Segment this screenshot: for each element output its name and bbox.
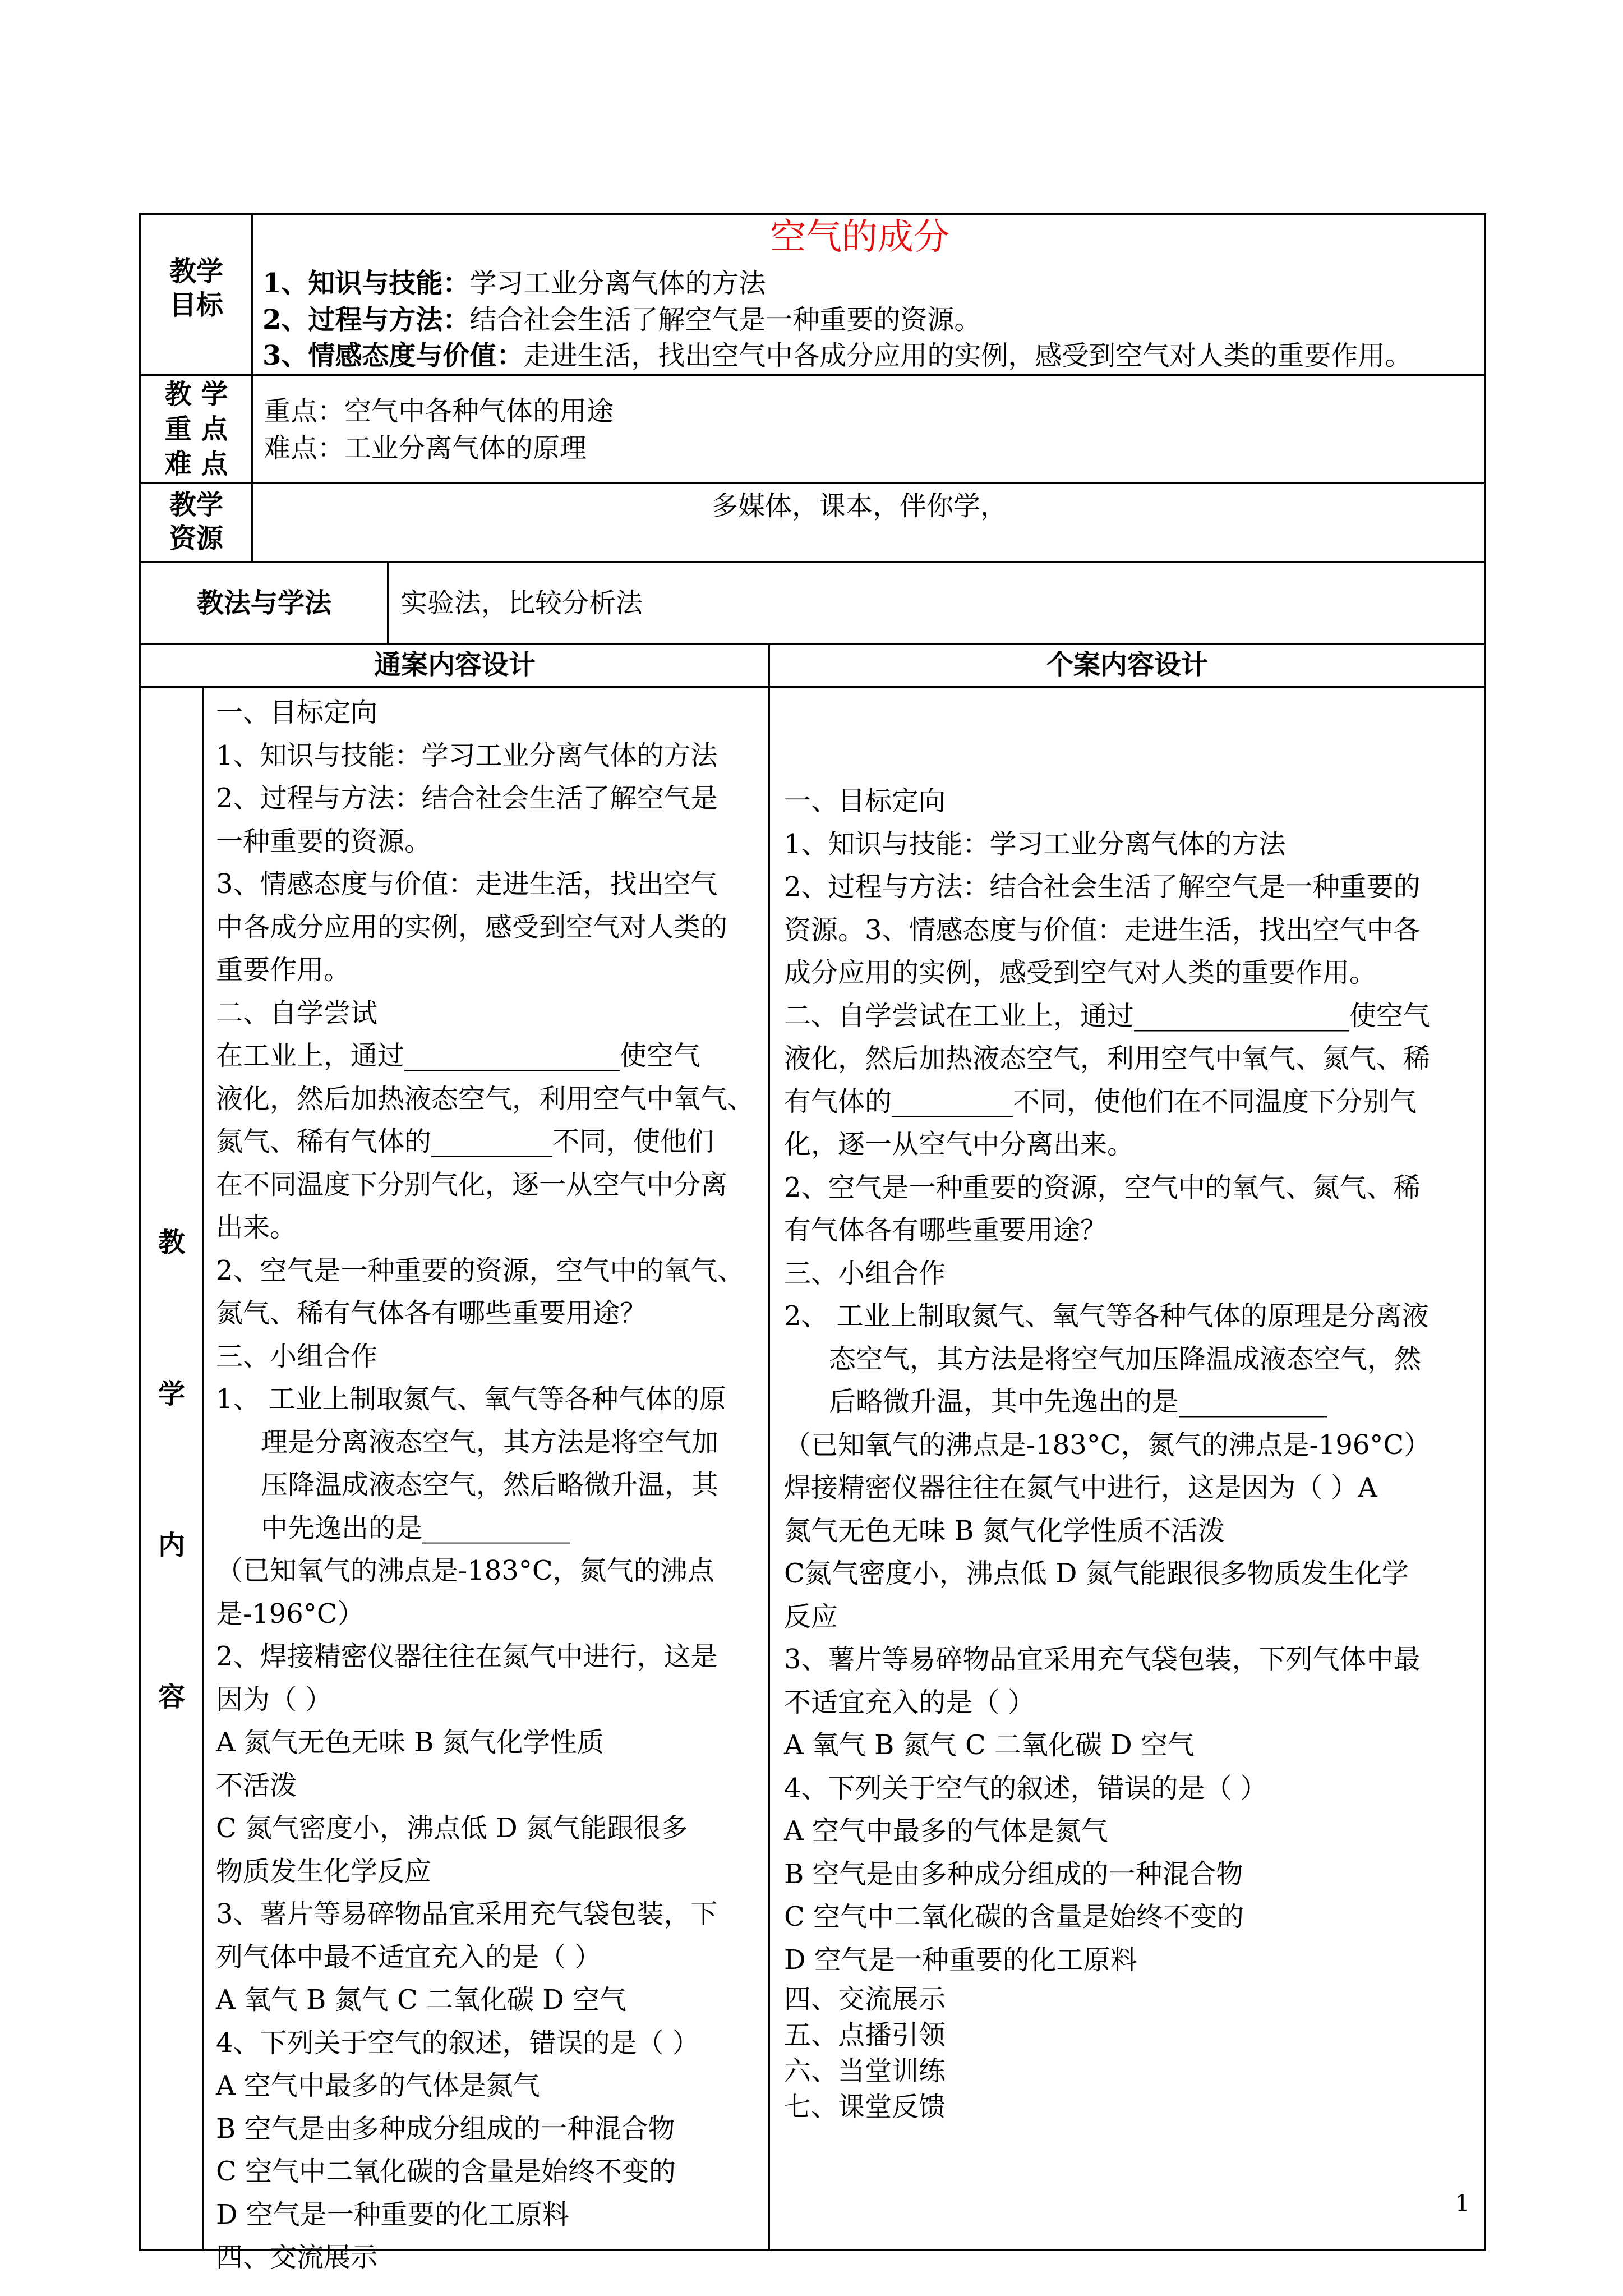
list-item: 四、交流展示 <box>784 1984 946 2015</box>
list-item: 不活泼 <box>216 1769 297 1801</box>
list-item: （已知氧气的沸点是-183°C，氮气的沸点是-196°C） <box>784 1429 1431 1461</box>
list-item: 4、下列关于空气的叙述，错误的是（ ） <box>216 2027 699 2059</box>
common-design-header: 通案内容设计 <box>374 649 536 680</box>
list-item: 二、自学尝试在工业上，通过________________使空气 <box>784 1000 1431 1032</box>
side-label-3: 内 <box>158 1530 185 1561</box>
list-item: 4、下列关于空气的叙述，错误的是（ ） <box>784 1772 1267 1804</box>
list-item: B 空气是由多种成分组成的一种混合物 <box>216 2113 675 2145</box>
list-item: A 氧气 B 氮气 C 二氧化碳 D 空气 <box>216 1984 626 2016</box>
list-item: 资源。3、情感态度与价值：走进生活，找出空气中各 <box>784 914 1421 946</box>
list-item: 成分应用的实例，感受到空气对人类的重要作用。 <box>784 957 1377 988</box>
keypoint-focus: 重点：空气中各种气体的用途 <box>264 395 614 427</box>
methods-label: 教法与学法 <box>196 587 331 619</box>
objectives-label: 教学 目标 <box>169 256 223 321</box>
page-title: 空气的成分 <box>770 217 949 258</box>
list-item: 是-196°C） <box>216 1598 365 1630</box>
list-item: A 空气中最多的气体是氮气 <box>784 1815 1108 1847</box>
list-item: 化，逐一从空气中分离出来。 <box>784 1129 1135 1160</box>
common-design-content <box>216 691 754 2279</box>
list-item: 因为（ ） <box>216 1683 333 1715</box>
list-item: 在工业上，通过________________使空气 <box>216 1040 701 1071</box>
keypoint-difficulty: 难点：工业分离气体的原理 <box>264 432 587 464</box>
list-item: 3、薯片等易碎物品宜采用充气袋包装，下列气体中最 <box>784 1644 1421 1675</box>
list-item: 2、空气是一种重要的资源，空气中的氧气、氮气、稀 <box>784 1171 1421 1203</box>
methods-divider <box>387 561 389 643</box>
individual-design-content <box>784 780 1431 2125</box>
list-item: 三、小组合作 <box>784 1257 946 1289</box>
row-divider-resources <box>139 561 1486 563</box>
list-item: 出来。 <box>216 1212 297 1243</box>
list-item: 列气体中最不适宜充入的是（ ） <box>216 1941 602 1973</box>
list-item: 1、知识与技能：学习工业分离气体的方法 <box>216 739 718 771</box>
list-item: 二、自学尝试 <box>216 997 378 1029</box>
list-item: C 空气中二氧化碳的含量是始终不变的 <box>784 1901 1244 1932</box>
list-item: 中各成分应用的实例，感受到空气对人类的 <box>216 911 728 943</box>
list-item: 一、目标定向 <box>216 697 378 728</box>
side-label-2: 学 <box>158 1378 185 1410</box>
row-divider-objectives <box>139 374 1486 376</box>
table-border-left <box>139 213 141 2251</box>
list-item: C 氮气密度小，沸点低 D 氮气能跟很多 <box>216 1812 688 1844</box>
row-divider-methods <box>139 643 1486 645</box>
list-item: A 氧气 B 氮气 C 二氧化碳 D 空气 <box>784 1729 1195 1761</box>
row-divider-keypoints <box>139 482 1486 484</box>
list-item: 理是分离液态空气，其方法是将空气加 <box>261 1426 719 1458</box>
list-item: 中先逸出的是___________ <box>261 1512 571 1544</box>
list-item: B 空气是由多种成分组成的一种混合物 <box>784 1858 1243 1890</box>
list-item: 压降温成液态空气，然后略微升温，其 <box>261 1469 719 1501</box>
page-number: 1 <box>1455 2191 1470 2216</box>
row-divider-headers <box>139 686 1486 688</box>
list-item: 1、知识与技能：学习工业分离气体的方法 <box>784 828 1286 860</box>
list-item: 有气体各有哪些重要用途？ <box>784 1214 1108 1246</box>
keypoints-label: 教 学 重 点 难 点 <box>164 379 228 480</box>
list-item: 氮气无色无味 B 氮气化学性质不活泼 <box>784 1515 1225 1547</box>
list-item: 3、薯片等易碎物品宜采用充气袋包装，下 <box>216 1898 718 1930</box>
list-item: C 空气中二氧化碳的含量是始终不变的 <box>216 2156 676 2187</box>
list-item: 2、空气是一种重要的资源，空气中的氧气、 <box>216 1254 745 1286</box>
objective-1: 1、知识与技能：学习工业分离气体的方法 <box>262 268 766 299</box>
list-item: D 空气是一种重要的化工原料 <box>216 2198 569 2230</box>
list-item: A 空气中最多的气体是氮气 <box>216 2070 540 2101</box>
resources-text: 多媒体，课本，伴你学， <box>711 490 1008 522</box>
objective-2: 2、过程与方法：结合社会生活了解空气是一种重要的资源。 <box>262 304 981 335</box>
list-item: 3、情感态度与价值：走进生活，找出空气 <box>216 868 718 900</box>
list-item: 四、交流展示 <box>216 2242 378 2273</box>
list-item: 氮气、稀有气体各有哪些重要用途？ <box>216 1297 647 1329</box>
content-columns-divider <box>768 643 770 2251</box>
label-column-divider <box>251 213 253 561</box>
list-item: 有气体的_________不同，使他们在不同温度下分别气 <box>784 1085 1417 1117</box>
list-item: 2、焊接精密仪器往往在氮气中进行，这是 <box>216 1641 718 1672</box>
side-label-1: 教 <box>158 1227 185 1258</box>
list-item: 七、课堂反馈 <box>784 2091 946 2123</box>
list-item: 在不同温度下分别气化，逐一从空气中分离 <box>216 1168 728 1200</box>
list-item: 六、当堂训练 <box>784 2055 946 2087</box>
side-label-4: 容 <box>158 1681 185 1713</box>
table-border-top <box>139 213 1486 215</box>
list-item: （已知氧气的沸点是-183°C，氮气的沸点 <box>216 1555 714 1586</box>
list-item: 液化，然后加热液态空气，利用空气中氧气、氮气、稀 <box>784 1043 1431 1074</box>
list-item: 态空气，其方法是将空气加压降温成液态空气，然 <box>829 1343 1422 1375</box>
list-item: 2、过程与方法：结合社会生活了解空气是一种重要的 <box>784 871 1421 903</box>
side-label-divider <box>202 686 204 2251</box>
list-item: 氮气、稀有气体的_________不同，使他们 <box>216 1126 714 1157</box>
objective-3: 3、情感态度与价值：走进生活，找出空气中各成分应用的实例，感受到空气对人类的重要作用。 <box>262 340 1412 371</box>
list-item: 后略微升温，其中先逸出的是___________ <box>829 1386 1327 1418</box>
list-item: 2、过程与方法：结合社会生活了解空气是 <box>216 783 718 814</box>
list-item: 五、点播引领 <box>784 2019 946 2051</box>
list-item: C氮气密度小，沸点低 D 氮气能跟很多物质发生化学 <box>784 1558 1409 1589</box>
list-item: 重要作用。 <box>216 954 351 986</box>
list-item: 三、小组合作 <box>216 1340 378 1372</box>
list-item: 焊接精密仪器往往在氮气中进行，这是因为（ ）A <box>784 1472 1377 1503</box>
list-item: D 空气是一种重要的化工原料 <box>784 1944 1137 1976</box>
list-item: 物质发生化学反应 <box>216 1855 432 1887</box>
individual-design-header: 个案内容设计 <box>1046 649 1208 680</box>
list-item: 一种重要的资源。 <box>216 825 432 857</box>
resources-label: 教学 资源 <box>169 489 223 554</box>
methods-text: 实验法，比较分析法 <box>400 587 643 619</box>
list-item: 液化，然后加热液态空气，利用空气中氧气、 <box>216 1083 755 1115</box>
list-item: 1、 工业上制取氮气、氧气等各种气体的原 <box>216 1383 726 1415</box>
list-item: 一、目标定向 <box>784 785 946 817</box>
list-item: A 氮气无色无味 B 氮气化学性质 <box>216 1727 604 1758</box>
list-item: 不适宜充入的是（ ） <box>784 1686 1035 1718</box>
table-border-right <box>1484 213 1486 2251</box>
list-item: 反应 <box>784 1600 838 1632</box>
list-item: 2、 工业上制取氮气、氧气等各种气体的原理是分离液 <box>784 1300 1429 1332</box>
